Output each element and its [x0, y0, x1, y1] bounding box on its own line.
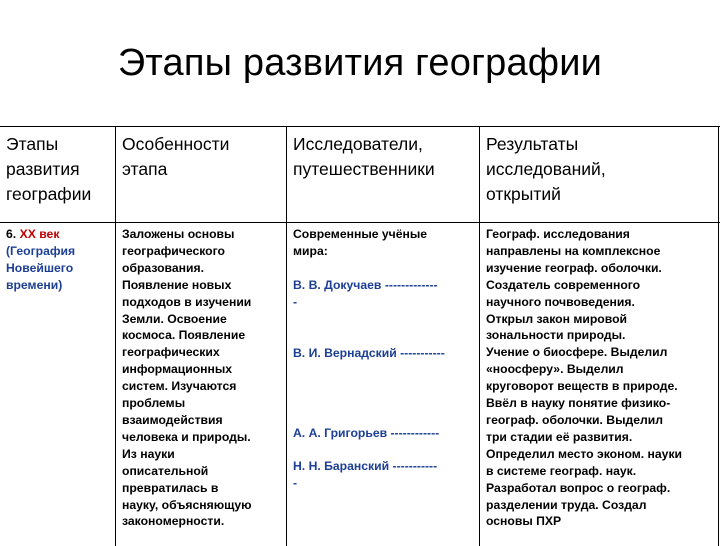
result-line: Учение о биосфере. Выделил: [486, 345, 668, 360]
feature-line: проблемы: [122, 396, 186, 411]
researchers-intro: мира:: [293, 243, 328, 258]
feature-line: географического: [122, 243, 225, 258]
header-text: открытий: [486, 184, 561, 204]
feature-line: описательной: [122, 463, 209, 478]
result-line: Ввёл в науку понятие физико-: [486, 396, 671, 411]
feature-line: информационных: [122, 362, 233, 377]
result-line: круговорот веществ в природе.: [486, 379, 678, 394]
features-cell: [122, 226, 284, 530]
col-divider-1: [115, 126, 116, 546]
col-divider-right: [718, 126, 719, 546]
feature-line: космоса. Появление: [122, 328, 246, 343]
feature-line: Земли. Освоение: [122, 311, 227, 326]
stage-name-line: (География: [6, 243, 76, 258]
researcher-vernadsky: В. И. Вернадский -----------: [293, 345, 445, 360]
slide-title: Этапы развития географии: [117, 42, 603, 84]
feature-line: закономерности.: [122, 514, 225, 529]
header-text: этапа: [122, 159, 168, 179]
result-line: Разработал вопрос о географ.: [486, 480, 671, 495]
results-cell: [486, 226, 716, 530]
result-line: изучение географ. оболочки.: [486, 260, 662, 275]
header-text: Особенности: [122, 134, 230, 154]
header-text: путешественники: [293, 159, 435, 179]
feature-line: взаимодействия: [122, 412, 223, 427]
header-researchers: [293, 126, 475, 222]
stage-cell: [6, 226, 114, 294]
researchers-intro: Современные учёные: [293, 227, 428, 241]
researchers-cell: [293, 226, 475, 492]
header-features: [122, 126, 284, 222]
col-divider-3: [479, 126, 480, 546]
col-divider-2: [286, 126, 287, 546]
result-line: «ноосферу». Выделил: [486, 362, 624, 377]
feature-line: человека и природы.: [122, 429, 251, 444]
feature-line: Появление новых: [122, 277, 232, 292]
feature-line: науку, объясняющую: [122, 497, 252, 512]
header-text: исследований,: [486, 159, 606, 179]
feature-line: превратилась в: [122, 480, 219, 495]
stage-number: 6.: [6, 227, 17, 241]
result-line: Географ. исследования: [486, 227, 630, 241]
result-line: три стадии её развития.: [486, 429, 633, 444]
result-line: Определил место эконом. науки: [486, 446, 683, 461]
researcher-baransky: Н. Н. Баранский -----------: [293, 459, 438, 474]
researcher-dash: -: [293, 476, 298, 491]
result-line: в системе географ. наук.: [486, 463, 637, 478]
result-line: разделении труда. Создал: [486, 497, 647, 512]
feature-line: подходов в изучении: [122, 294, 252, 309]
header-text: Исследователи,: [293, 134, 423, 154]
result-line: зональности природы.: [486, 328, 626, 343]
result-line: Создатель современного: [486, 277, 641, 292]
header-text: Этапы: [6, 134, 59, 154]
result-line: научного почвоведения.: [486, 294, 635, 309]
feature-line: Заложены основы: [122, 227, 235, 241]
header-text: развития: [6, 159, 80, 179]
stage-name-line: Новейшего: [6, 260, 74, 275]
header-stages: [6, 126, 114, 222]
researcher-dash: -: [293, 294, 298, 309]
feature-line: Из науки: [122, 446, 175, 461]
result-line: географ. оболочки. Выделил: [486, 412, 664, 427]
header-results: [486, 126, 716, 222]
feature-line: образования.: [122, 260, 205, 275]
header-divider: [0, 222, 720, 223]
result-line: направлены на комплексное: [486, 243, 661, 258]
stage-century: XX век: [19, 227, 60, 241]
feature-line: географических: [122, 345, 220, 360]
stages-table: [0, 126, 720, 546]
researcher-dokuchaev: В. В. Докучаев -------------: [293, 277, 438, 292]
header-text: географии: [6, 184, 92, 204]
feature-line: систем. Изучаются: [122, 379, 237, 394]
result-line: Открыл закон мировой: [486, 311, 628, 326]
researcher-grigoriev: А. А. Григорьев ------------: [293, 425, 440, 440]
result-line: основы ПХР: [486, 514, 562, 529]
stage-name-line: времени): [6, 277, 63, 292]
header-text: Результаты: [486, 134, 579, 154]
stage-number-line: [6, 226, 114, 243]
